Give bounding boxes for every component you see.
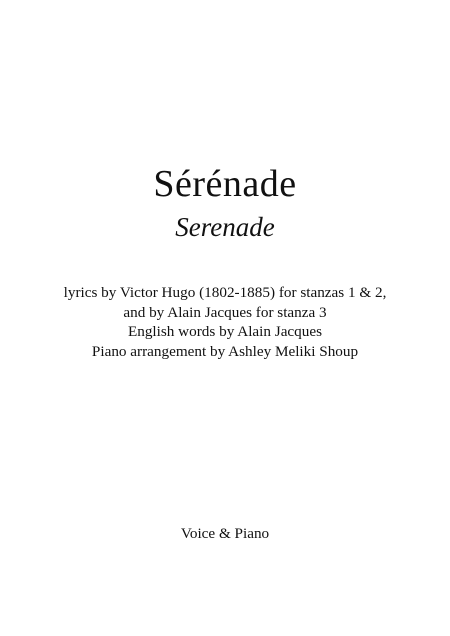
credit-line-stanza-3: and by Alain Jacques for stanza 3 bbox=[123, 303, 327, 321]
credit-line-english-words: English words by Alain Jacques bbox=[127, 323, 323, 340]
page-subtitle: Serenade bbox=[175, 212, 275, 242]
credit-line-lyrics: lyrics by Victor Hugo (1802-1885) for stanzas 1 & 2, bbox=[63, 284, 387, 301]
instrumentation-label: Voice & Piano bbox=[180, 525, 270, 542]
credits-block bbox=[0, 283, 450, 361]
page-title: Sérénade bbox=[153, 163, 297, 205]
credit-line-piano-arrangement: Piano arrangement by Ashley Meliki Shoup bbox=[91, 342, 359, 360]
